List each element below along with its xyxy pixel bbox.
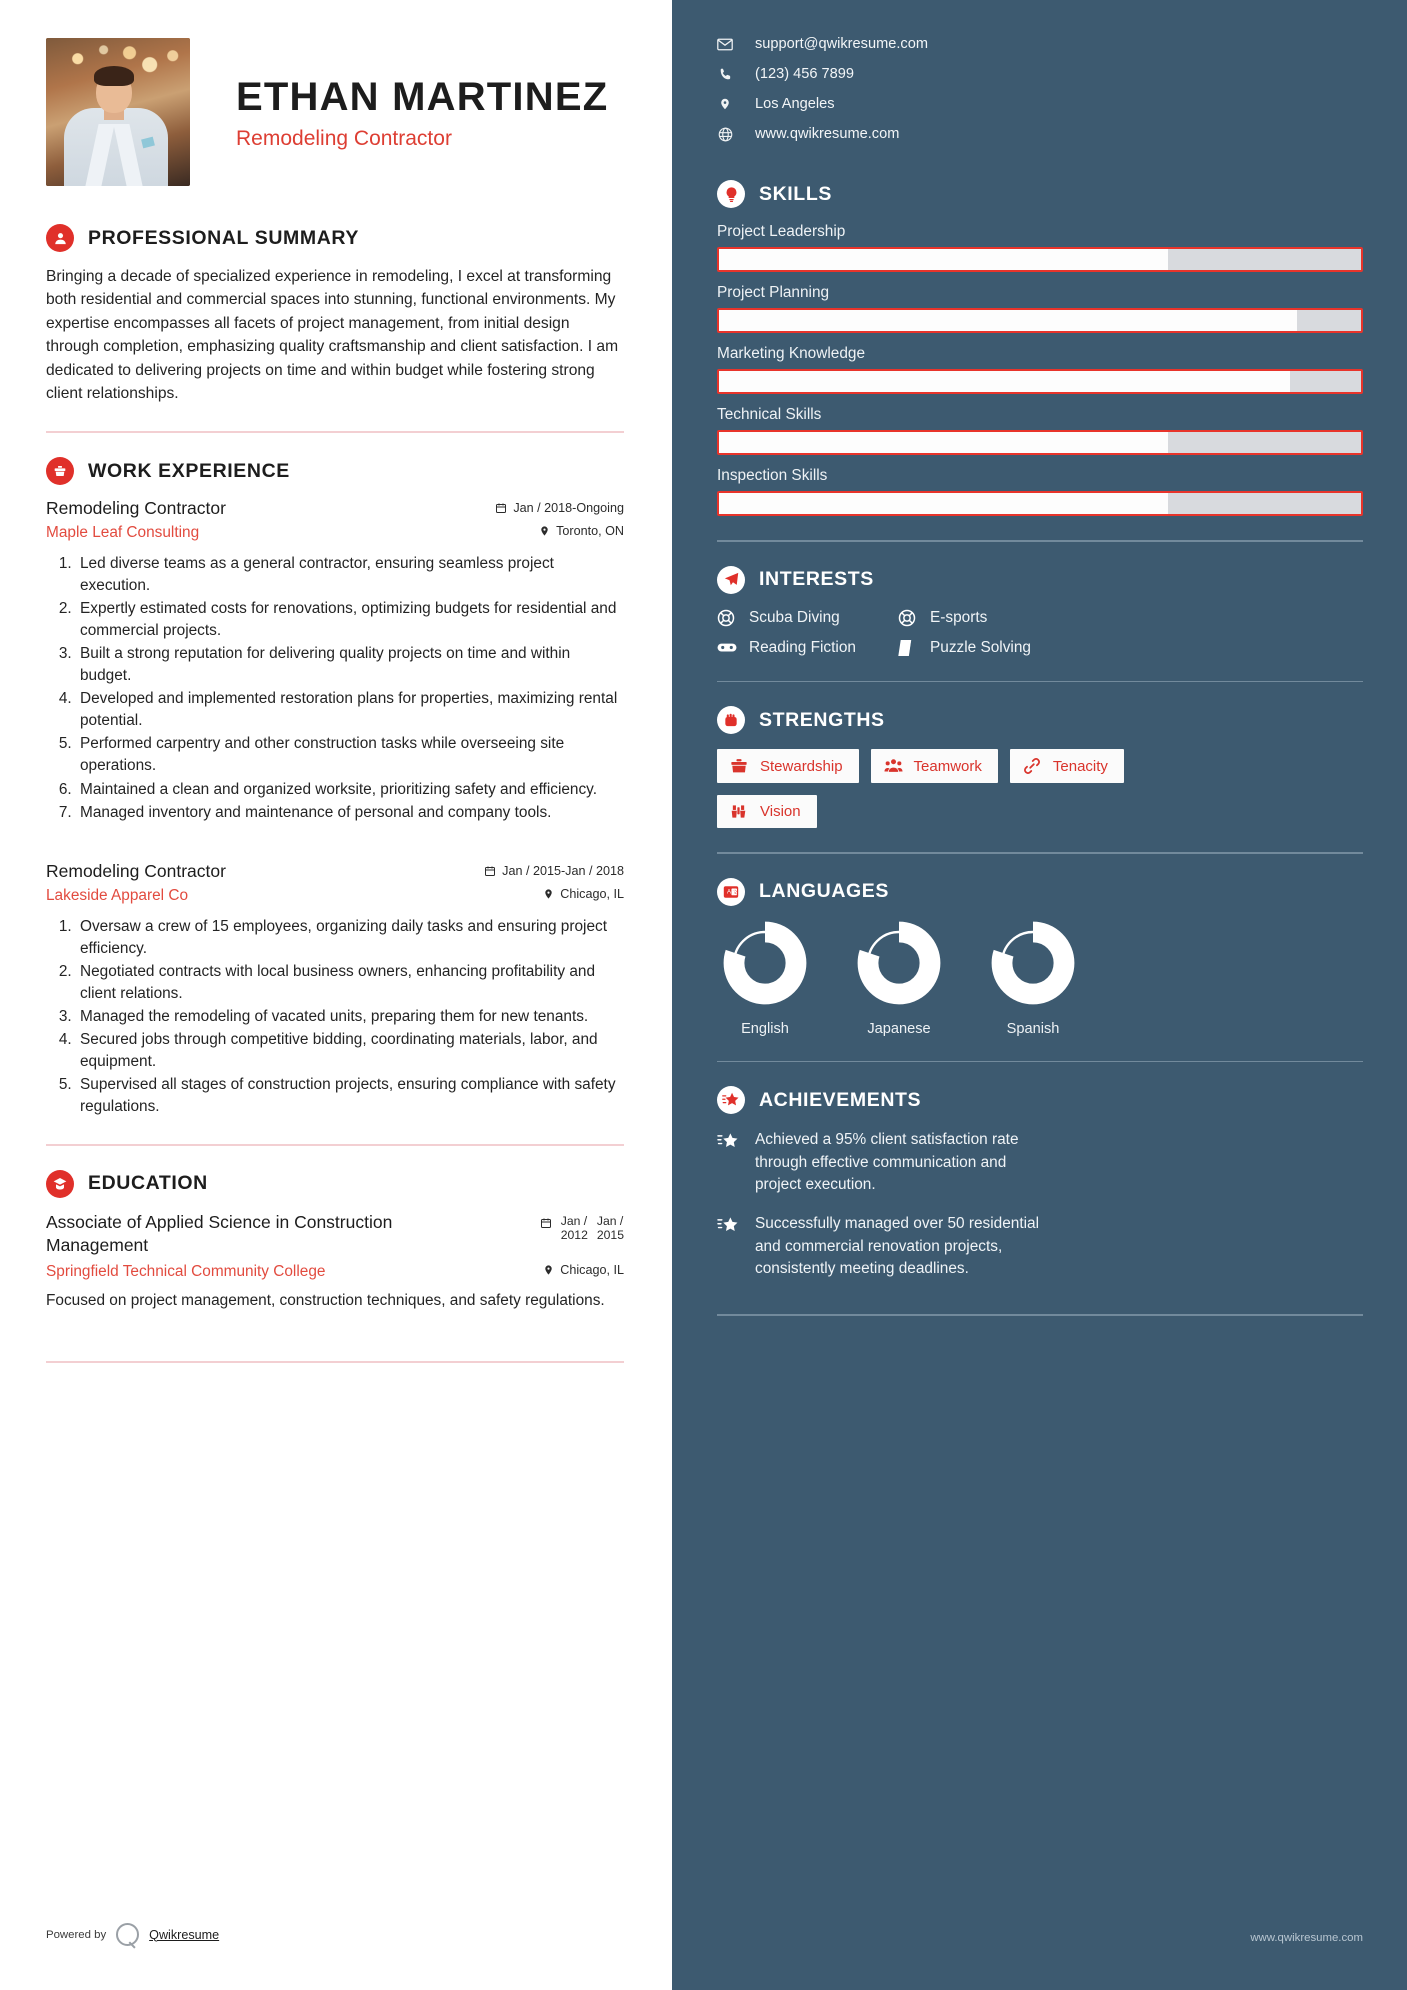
job-company: Lakeside Apparel Co (46, 886, 189, 904)
language-label: English (741, 1020, 789, 1037)
job-location (543, 887, 624, 901)
contact-email[interactable] (717, 36, 1363, 52)
education-dates (540, 1211, 624, 1242)
briefcase-icon (730, 758, 749, 774)
job-bullets (46, 916, 624, 1118)
paper-plane-icon (717, 566, 745, 594)
lifebuoy-icon (898, 609, 918, 627)
job-location-text: Chicago, IL (560, 886, 624, 901)
strength-item (717, 795, 817, 828)
languages-list (717, 921, 1363, 1037)
contact-phone-text: (123) 456 7899 (755, 66, 854, 82)
language-donut-chart (857, 921, 941, 1005)
footer-left (46, 1923, 219, 1946)
star-icon (717, 1213, 741, 1280)
job-bullet: 2. Negotiated contracts with local business owners, enhancing profitability and client relations. (76, 961, 624, 1005)
resume-header (46, 38, 624, 186)
education-location-text: Chicago, IL (560, 1263, 624, 1278)
section-header-education (46, 1170, 624, 1198)
left-column (0, 0, 672, 1990)
map-pin-icon (543, 888, 554, 900)
job-bullet: 4. Secured jobs through competitive bidding, coordinating materials, labor, and equipment. (76, 1029, 624, 1073)
powered-by-label: Powered by (46, 1928, 107, 1941)
strength-label: Vision (760, 803, 801, 821)
skill-label: Project Leadership (717, 223, 846, 240)
section-header-strengths (717, 706, 1363, 734)
gamepad-icon (717, 641, 737, 654)
strength-label: Stewardship (760, 757, 843, 775)
job-spacer (46, 830, 624, 861)
briefcase-circle-icon (46, 457, 74, 485)
job-company-row (46, 524, 624, 542)
sidebar-divider-2 (717, 681, 1363, 683)
education-date-end-line2: 2015 (596, 1227, 624, 1242)
interest-item (717, 609, 892, 627)
footer-site-url: www.qwikresume.com (1250, 1932, 1363, 1944)
job-bullet: 4. Developed and implemented restoration plans for properties, maximizing rental potential. (76, 688, 624, 732)
language-item (991, 921, 1075, 1037)
job-title: Remodeling Contractor (46, 860, 226, 881)
section-header-work (46, 457, 624, 485)
job-bullet: 1. Oversaw a crew of 15 employees, organizing daily tasks and ensuring project efficiency. (76, 916, 624, 960)
language-item (723, 921, 807, 1037)
interest-label: Puzzle Solving (930, 638, 1031, 656)
interest-item (717, 639, 892, 657)
section-title-skills: SKILLS (759, 182, 832, 205)
summary-text: Bringing a decade of specialized experience in remodeling, I excel at transforming both residential and commercial spaces into stunning, functional environments. My expertise encompasses all facets of project management, from initial design through completion, emphasizing quality craftsmanship and client satisfaction. I am dedicated to delivering projects on time and within budget while fostering strong client relationships. (46, 268, 619, 402)
book-icon (898, 639, 918, 657)
lightbulb-icon (717, 180, 745, 208)
job-bullet: 2. Expertly estimated costs for renovations, optimizing budgets for residential and commercial projects. (76, 598, 624, 642)
interest-label: Scuba Diving (749, 608, 840, 626)
contact-list (717, 36, 1363, 142)
calendar-icon (540, 1217, 552, 1229)
contact-location-text: Los Angeles (755, 96, 835, 112)
job-bullet: 3. Built a strong reputation for delivering quality projects on time and within budget. (76, 643, 624, 687)
envelope-icon (717, 38, 733, 51)
interest-label: Reading Fiction (749, 638, 856, 656)
achievement-item (717, 1213, 1363, 1280)
contact-phone[interactable] (717, 66, 1363, 82)
divider-2 (46, 1144, 624, 1146)
job-title-row (46, 861, 624, 882)
skill-bar-fill (719, 249, 1168, 270)
strength-label: Teamwork (913, 757, 982, 775)
skill-label: Inspection Skills (717, 467, 828, 484)
globe-icon (717, 127, 733, 142)
qwikresume-brand-link[interactable]: Qwikresume (149, 1927, 220, 1942)
section-header-languages (717, 878, 1363, 906)
calendar-icon (484, 865, 496, 877)
skill-label: Technical Skills (717, 406, 822, 423)
section-skills (717, 180, 1363, 516)
contact-location (717, 96, 1363, 112)
job-dates (495, 501, 624, 515)
achievement-text: Successfully managed over 50 residential and commercial renovation projects, consistently meeting deadlines. (755, 1215, 1040, 1278)
skill-bar-fill (719, 310, 1297, 331)
strengths-list (717, 749, 1217, 828)
calendar-icon (495, 502, 507, 514)
skill-bar-fill (719, 371, 1290, 392)
skill-label: Marketing Knowledge (717, 345, 866, 362)
strength-label: Tenacity (1052, 757, 1108, 775)
star-burst-icon (717, 1086, 745, 1114)
interest-item (898, 609, 1363, 627)
section-header-achievements (717, 1086, 1363, 1114)
job-entry (46, 861, 624, 1118)
job-bullet: 1. Led diverse teams as a general contractor, ensuring seamless project execution. (76, 553, 624, 597)
skill-bar (717, 369, 1363, 394)
section-title-interests: INTERESTS (759, 568, 874, 591)
skill-bar (717, 247, 1363, 272)
right-sidebar (672, 0, 1407, 1990)
section-achievements (717, 1086, 1363, 1280)
achievement-text: Achieved a 95% client satisfaction rate through effective communication and project execution. (755, 1131, 1019, 1194)
contact-email-text: support@qwikresume.com (755, 36, 928, 52)
job-bullet: 7. Managed inventory and maintenance of personal and company tools. (76, 802, 624, 824)
language-donut-chart (991, 921, 1075, 1005)
map-pin-icon (539, 525, 550, 537)
svg-text:A: A (726, 889, 731, 896)
map-pin-icon (543, 1264, 554, 1276)
fist-icon (717, 706, 745, 734)
strength-item (717, 749, 859, 783)
skill-item (717, 467, 1363, 516)
lifebuoy-icon (717, 609, 737, 627)
job-dates (484, 864, 624, 878)
interest-item (898, 639, 1363, 657)
skill-item (717, 406, 1363, 455)
skill-bar (717, 491, 1363, 516)
job-company-row (46, 887, 624, 905)
job-bullet: 5. Supervised all stages of construction projects, ensuring compliance with safety regulations. (76, 1074, 624, 1118)
skill-bar (717, 308, 1363, 333)
education-date-end (597, 1214, 624, 1242)
education-title-row (46, 1211, 624, 1258)
sidebar-divider-4 (717, 1061, 1363, 1063)
skill-bar-fill (719, 432, 1168, 453)
interests-grid (717, 609, 1363, 657)
language-donut-chart (723, 921, 807, 1005)
job-dates-text: Jan / 2018-Ongoing (513, 501, 624, 516)
section-header-summary (46, 224, 624, 252)
education-date-start-line1: Jan / (560, 1213, 588, 1228)
link-icon (1023, 757, 1042, 775)
photo-person-hair (94, 66, 134, 86)
contact-website[interactable] (717, 126, 1363, 142)
education-school-row (46, 1263, 624, 1281)
job-entry (46, 498, 624, 823)
section-header-interests (717, 566, 1363, 594)
skill-bar (717, 430, 1363, 455)
candidate-name: ETHAN MARTINEZ (236, 75, 609, 119)
job-company: Maple Leaf Consulting (46, 524, 200, 542)
candidate-role: Remodeling Contractor (236, 127, 452, 150)
job-bullet: 3. Managed the remodeling of vacated units, preparing them for new tenants. (76, 1006, 624, 1028)
section-strengths (717, 706, 1363, 828)
achievement-item (717, 1129, 1363, 1196)
divider-3 (46, 1361, 624, 1363)
qwikresume-logo-icon (116, 1923, 139, 1946)
map-pin-icon (717, 96, 733, 112)
education-degree: Associate of Applied Science in Construction Management (46, 1211, 393, 1255)
strength-item (871, 749, 998, 783)
sidebar-divider-1 (717, 540, 1363, 542)
education-description: Focused on project management, construction techniques, and safety regulations. (46, 1292, 605, 1310)
translate-icon (717, 878, 745, 906)
section-interests (717, 566, 1363, 657)
graduation-circle-icon (46, 1170, 74, 1198)
education-date-start (561, 1214, 588, 1242)
contact-website-text: www.qwikresume.com (755, 126, 900, 142)
job-title-row (46, 498, 624, 519)
education-school: Springfield Technical Community College (46, 1263, 326, 1281)
skill-item (717, 223, 1363, 272)
section-title-strengths: STRENGTHS (759, 708, 885, 731)
job-dates-text: Jan / 2015-Jan / 2018 (502, 863, 624, 878)
section-title-achievements: ACHIEVEMENTS (759, 1088, 922, 1111)
job-location (539, 524, 624, 538)
sidebar-divider-3 (717, 852, 1363, 854)
job-location-text: Toronto, ON (556, 524, 624, 539)
star-icon (717, 1129, 741, 1196)
job-bullet: 6. Maintained a clean and organized worksite, prioritizing safety and efficiency. (76, 779, 624, 801)
section-title-education: EDUCATION (88, 1172, 208, 1195)
language-label: Spanish (1006, 1020, 1060, 1037)
phone-icon (717, 67, 733, 82)
interest-label: E-sports (930, 608, 988, 626)
section-title-work: WORK EXPERIENCE (88, 459, 290, 482)
section-header-skills (717, 180, 1363, 208)
name-block (236, 38, 608, 151)
svg-text:文: 文 (732, 889, 738, 896)
section-title-languages: LANGUAGES (759, 880, 889, 903)
skill-bar-fill (719, 493, 1168, 514)
language-label: Japanese (867, 1020, 931, 1037)
people-icon (884, 758, 903, 774)
education-date-start-line2: 2012 (560, 1227, 588, 1242)
divider-1 (46, 431, 624, 433)
skill-item (717, 345, 1363, 394)
user-circle-icon (46, 224, 74, 252)
language-item (857, 921, 941, 1037)
skill-label: Project Planning (717, 284, 830, 301)
education-location (543, 1263, 624, 1277)
sidebar-divider-5 (717, 1314, 1363, 1316)
strength-item (1010, 749, 1124, 783)
job-title: Remodeling Contractor (46, 498, 226, 519)
skill-item (717, 284, 1363, 333)
job-bullets (46, 553, 624, 823)
education-date-end-line1: Jan / (596, 1213, 624, 1228)
job-bullet: 5. Performed carpentry and other construction tasks while overseeing site operations. (76, 733, 624, 777)
section-languages (717, 878, 1363, 1037)
section-title-summary: PROFESSIONAL SUMMARY (88, 226, 359, 249)
profile-photo (46, 38, 190, 186)
binoculars-icon (730, 803, 749, 820)
